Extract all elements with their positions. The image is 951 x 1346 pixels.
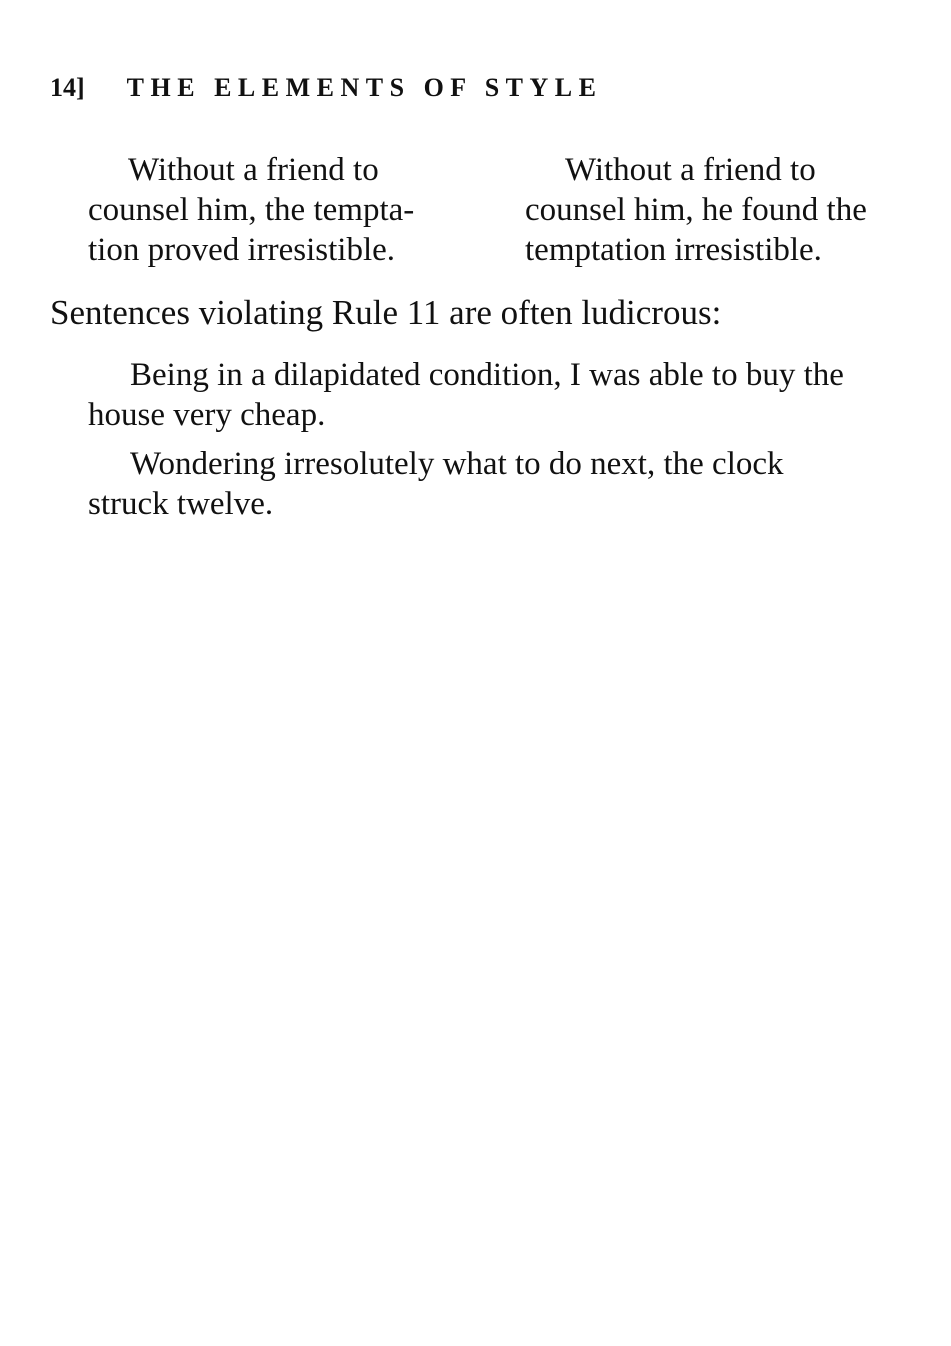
- lead-sentence: Sentences violating Rule 11 are often ludicrous:: [50, 293, 722, 332]
- incorrect-example-column: [88, 150, 414, 270]
- example-line: Being in a dilapidated condition, I was able to buy the: [130, 357, 844, 393]
- ludicrous-example: [88, 444, 784, 524]
- correct-example-column: [525, 150, 867, 270]
- example-line: house very cheap.: [88, 397, 326, 433]
- correct-example-line: temptation irresistible.: [525, 232, 822, 268]
- incorrect-example-line: Without a friend to: [128, 152, 379, 188]
- ludicrous-example: [88, 355, 844, 435]
- incorrect-example-line: tion proved irresistible.: [88, 232, 396, 268]
- correct-example-line: Without a friend to: [565, 152, 816, 188]
- correct-example-line: counsel him, he found the: [525, 192, 867, 228]
- example-line: struck twelve.: [88, 486, 274, 522]
- incorrect-example-line: counsel him, the tempta-: [88, 192, 415, 228]
- example-line: Wondering irresolutely what to do next, the clock: [130, 446, 784, 482]
- page-number: 14]: [50, 73, 85, 102]
- running-head: [50, 70, 602, 106]
- book-title: THE ELEMENTS OF STYLE: [126, 73, 603, 102]
